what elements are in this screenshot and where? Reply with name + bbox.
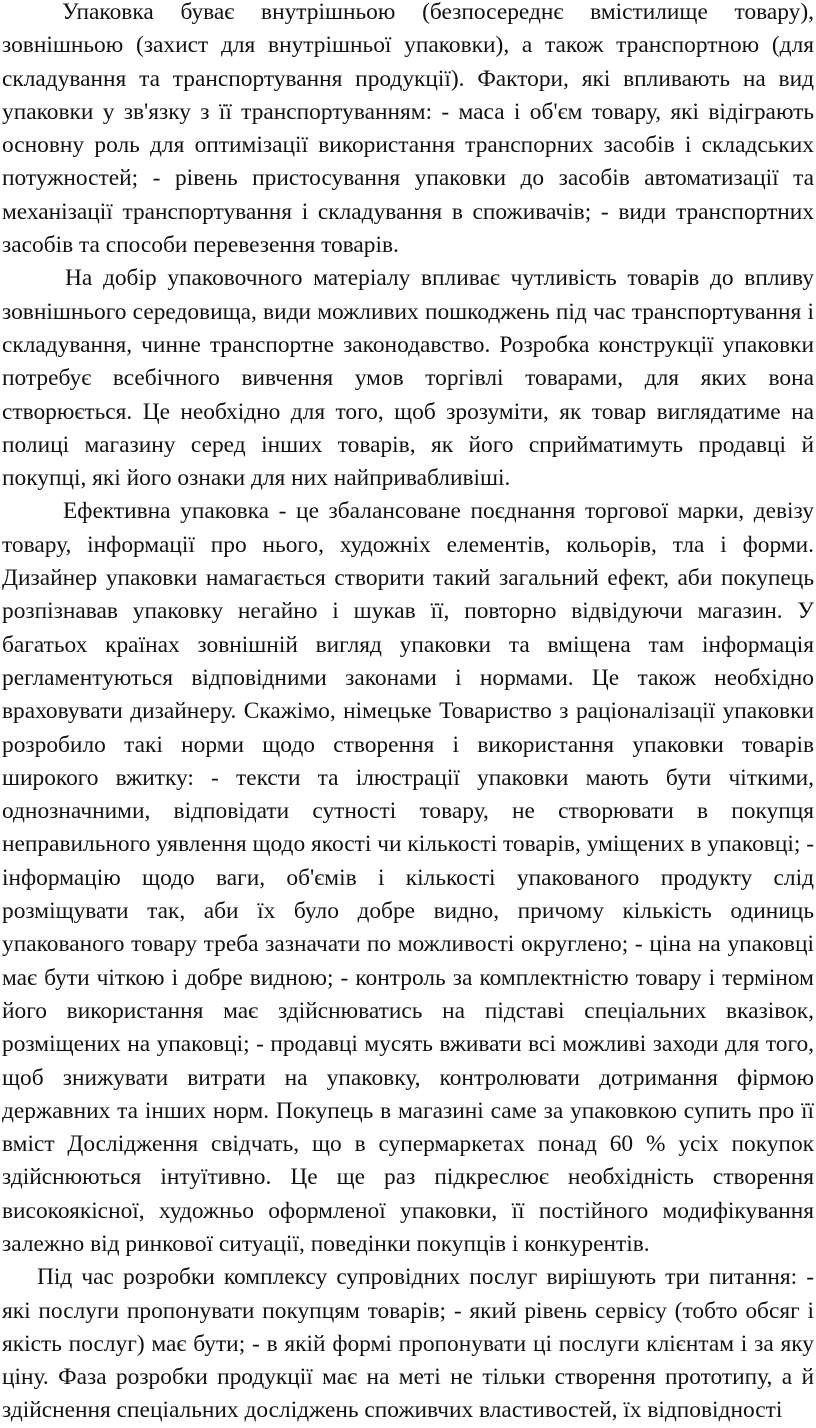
paragraph-services-development: Під час розробки комплексу супровідних послуг вирішують три питання: - які послуги пропонувати покупцям товарів; - який рівень сервісу (тобто обсяг і якість послуг) має бути; - в якій формі пропонувати ці послуги клієнтам і за яку ціну. Фаза розробки продукції має на меті не тільки створення прототипу, а й здійснення спеціальних досліджень споживчих властивостей, їх відповідності: [2, 1264, 814, 1424]
paragraph-packaging-types: Упаковка буває внутрішньою (безпосереднє вмістилище товару), зовнішньою (захист для внутрішньої упаковки), а також транспортною (для складування та транспортування продукції). Фактори, які впливають на вид упаковки у зв'язку з її транспортуванням: - маса і об'єм товару, які відіграють основну роль для оптимізації використання транспорних засобів і складських потужностей; - рівень пристосування упаковки до засобів автоматизації та механізації транспортування і складування в споживачів; - види транспортних засобів та способи перевезення товарів.: [2, 0, 814, 259]
paragraph-packaging-material: На добір упаковочного матеріалу впливає чутливість товарів до впливу зовнішнього середовища, види можливих пошкоджень під час транспортування і складування, чинне транспортне законодавство. Розробка конструкції упаковки потребує всебічного вивчення умов торгівлі товарами, для яких вона створюється. Це необхідно для того, щоб зрозуміти, як товар виглядатиме на полиці магазину серед інших товарів, як його сприйматимуть продавці й покупці, які його ознаки для них найпривабливіші.: [2, 265, 814, 492]
paragraph-effective-packaging: Ефективна упаковка - це збалансоване поєднання торгової марки, девізу товару, інформації про нього, художніх елементів, кольорів, тла і форми. Дизайнер упаковки намагається створити такий загальний ефект, аби покупець розпізнавав упаковку негайно і шукав її, повторно відвідуючи магазин. У багатьох країнах зовнішній вигляд упаковки та вміщена там інформація регламентуються відповідними законами і нормами. Це також необхідно враховувати дизайнеру. Скажімо, німецьке Товариство з раціоналізації упаковки розробило такі норми щодо створення і використання упаковки товарів широкого вжитку: - тексти та ілюстрації упаковки мають бути чіткими, однозначними, відповідати сутності товару, не створювати в покупця неправильного уявлення щодо якості чи кількості товарів, уміщених в упаковці; - інформацію щодо ваги, об'ємів і кількості упакованого продукту слід розміщувати так, аби їх було добре видно, причому кількість одиниць упакованого товару треба зазначати по можливості округлено; - ціна на упаковці має бути чіткою і добре видною; - контроль за комплектністю товару і терміном його використання має здійснюватись на підставі спеціальних вказівок, розміщених на упаковці; - продавці мусять вживати всі можливі заходи для того, щоб знижувати витрати на упаковку, контролювати дотримання фірмою державних та інших норм. Покупець в магазині саме за упаковкою супить про її вміст Дослідження свідчать, що в супермаркетах понад 60 % усіх покупок здійснюються інтуїтивно. Це ще раз підкреслює необхідність створення високоякісної, художньо оформленої упаковки, її постійного модифікування залежно від ринкової ситуації, поведінки покупців і конкурентів.: [2, 498, 814, 1257]
